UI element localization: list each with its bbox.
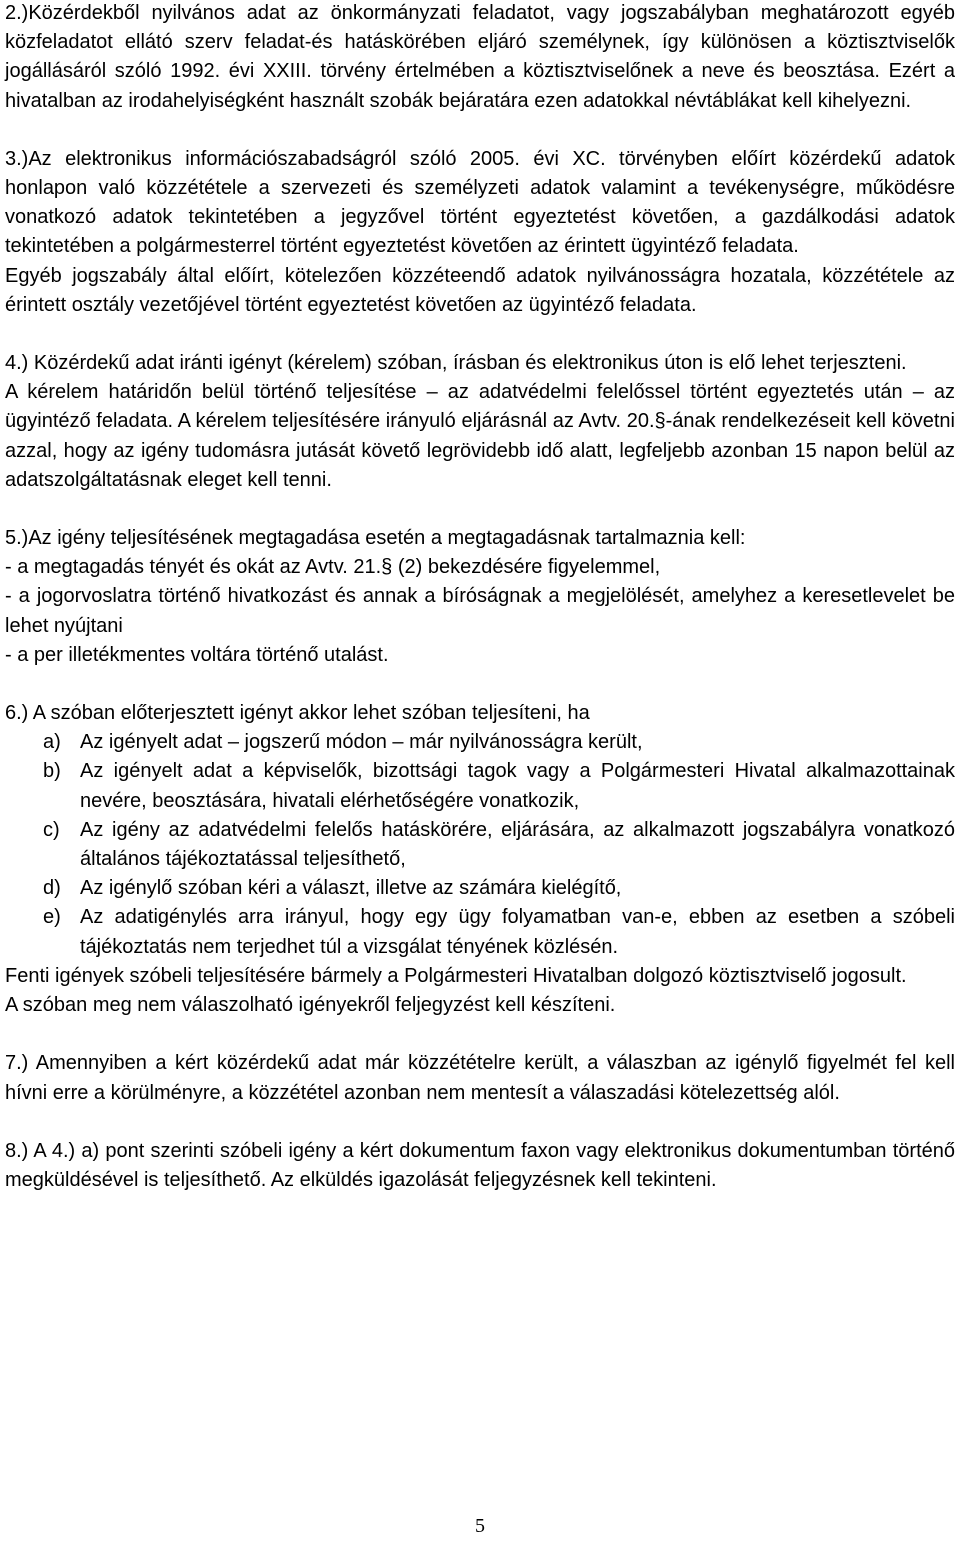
paragraph-5-item-1: - a megtagadás tényét és okát az Avtv. 21.§ (2) bekezdésére figyelemmel,: [5, 556, 661, 579]
list-item-label: d): [43, 877, 61, 900]
paragraph-7: 7.) Amennyiben a kért közérdekű adat már közzétételre került, a válaszban az igénylő figyelmét fel kell hívni erre a körülményre, a közzététel azonban nem mentesít a válaszadási kötelezettség alól.: [5, 1052, 955, 1104]
paragraph-4-continued: A kérelem határidőn belül történő teljesítése – az adatvédelmi felelőssel történt egyeztetés után – az ügyintéző feladata. A kérelem teljesítésére irányuló eljárásnál az Avtv. 20.§-ának rendelkezéseit kell követni azzal, hogy az igény tudomásra jutását követő legrövidebb idő alatt, legfeljebb azonban 15 napon belül az adatszolgáltatásnak eleget kell tenni.: [5, 381, 955, 491]
paragraph-8: 8.) A 4.) a) pont szerinti szóbeli igény a kért dokumentum faxon vagy elektronikus dokumentumban történő megküldésével is teljesíthető. Az elküldés igazolását feljegyzésnek kell tekinteni.: [5, 1139, 955, 1191]
page-number: 5: [475, 1515, 485, 1537]
list-item-text: Az adatigénylés arra irányul, hogy egy ügy folyamatban van-e, ebben az esetben a szóbeli tájékoztatás nem terjedhet túl a vizsgálat tényének közlésén.: [80, 906, 955, 958]
list-item-label: b): [43, 760, 61, 783]
paragraph-6: 6.) A szóban előterjesztett igényt akkor lehet szóban teljesíteni, ha: [5, 702, 590, 725]
list-item-label: e): [43, 906, 61, 929]
list-item: [5, 757, 955, 815]
list-item: [5, 816, 955, 874]
paragraph-6-note: A szóban meg nem válaszolható igényekről feljegyzést kell készíteni.: [5, 994, 616, 1017]
list-item: [5, 903, 955, 961]
paragraph-5-item-3: - a per illetékmentes voltára történő utalást.: [5, 643, 389, 666]
paragraph-5-item-2: - a jogorvoslatra történő hivatkozást és annak a bíróságnak a megjelölését, amelyhez a keresetlevelet be lehet nyújtani: [5, 585, 955, 637]
list-item-label: c): [43, 818, 60, 841]
list-item: [5, 728, 955, 757]
paragraph-3: 3.)Az elektronikus információszabadságról szóló 2005. évi XC. törvényben előírt közérdekű adatok honlapon való közzététele a szervezeti és személyzeti adatok valamint a tevékenységre, működésre vonatkozó adatok tekintetében a jegyzővel történt egyeztetést követően, a gazdálkodási adatok tekintetében a polgármesterrel történt egyeztetést követően az érintett ügyintéző feladata.: [5, 147, 955, 258]
paragraph-3-continued: Egyéb jogszabály által előírt, kötelezően közzéteendő adatok nyilvánosságra hozatala, közzététele az érintett osztály vezetőjével történt egyeztetést követően az ügyintéző feladata.: [5, 264, 955, 316]
list-item-label: a): [43, 731, 61, 754]
paragraph-6-continued: Fenti igények szóbeli teljesítésére bármely a Polgármesteri Hivatalban dolgozó köztisztviselő jogosult.: [5, 964, 907, 987]
paragraph-5: 5.)Az igény teljesítésének megtagadása esetén a megtagadásnak tartalmaznia kell:: [5, 527, 746, 550]
paragraph-6-list: [5, 728, 955, 962]
list-item-text: Az igényelt adat – jogszerű módon – már nyilvánosságra került,: [80, 731, 643, 754]
list-item-text: Az igénylő szóban kéri a választ, illetve az számára kielégítő,: [80, 877, 622, 900]
paragraph-2: 2.)Közérdekből nyilvános adat az önkormányzati feladatot, vagy jogszabályban meghatározott egyéb közfeladatot ellátó szerv feladat-és hatáskörében eljáró személynek, így különösen a köztisztviselők jogállásáról szóló 1992. évi XXIII. törvény értelmében a köztisztviselőnek a neve és beosztása. Ezért a hivatalban az irodahelyiségként használt szobák bejáratára ezen adatokkal névtáblákat kell kihelyezni.: [5, 2, 955, 112]
paragraph-4: 4.) Közérdekű adat iránti igényt (kérelem) szóban, írásban és elektronikus úton is elő lehet terjeszteni.: [5, 352, 907, 375]
list-item-text: Az igény az adatvédelmi felelős hatáskörére, eljárására, az alkalmazott jogszabályra vonatkozó általános tájékoztatással teljesíthető,: [80, 818, 955, 871]
list-item-text: Az igényelt adat a képviselők, bizottsági tagok vagy a Polgármesteri Hivatal alkalmazottainak nevére, beosztására, hivatali elérhetőségére vonatkozik,: [80, 760, 955, 812]
list-item: [5, 874, 955, 903]
